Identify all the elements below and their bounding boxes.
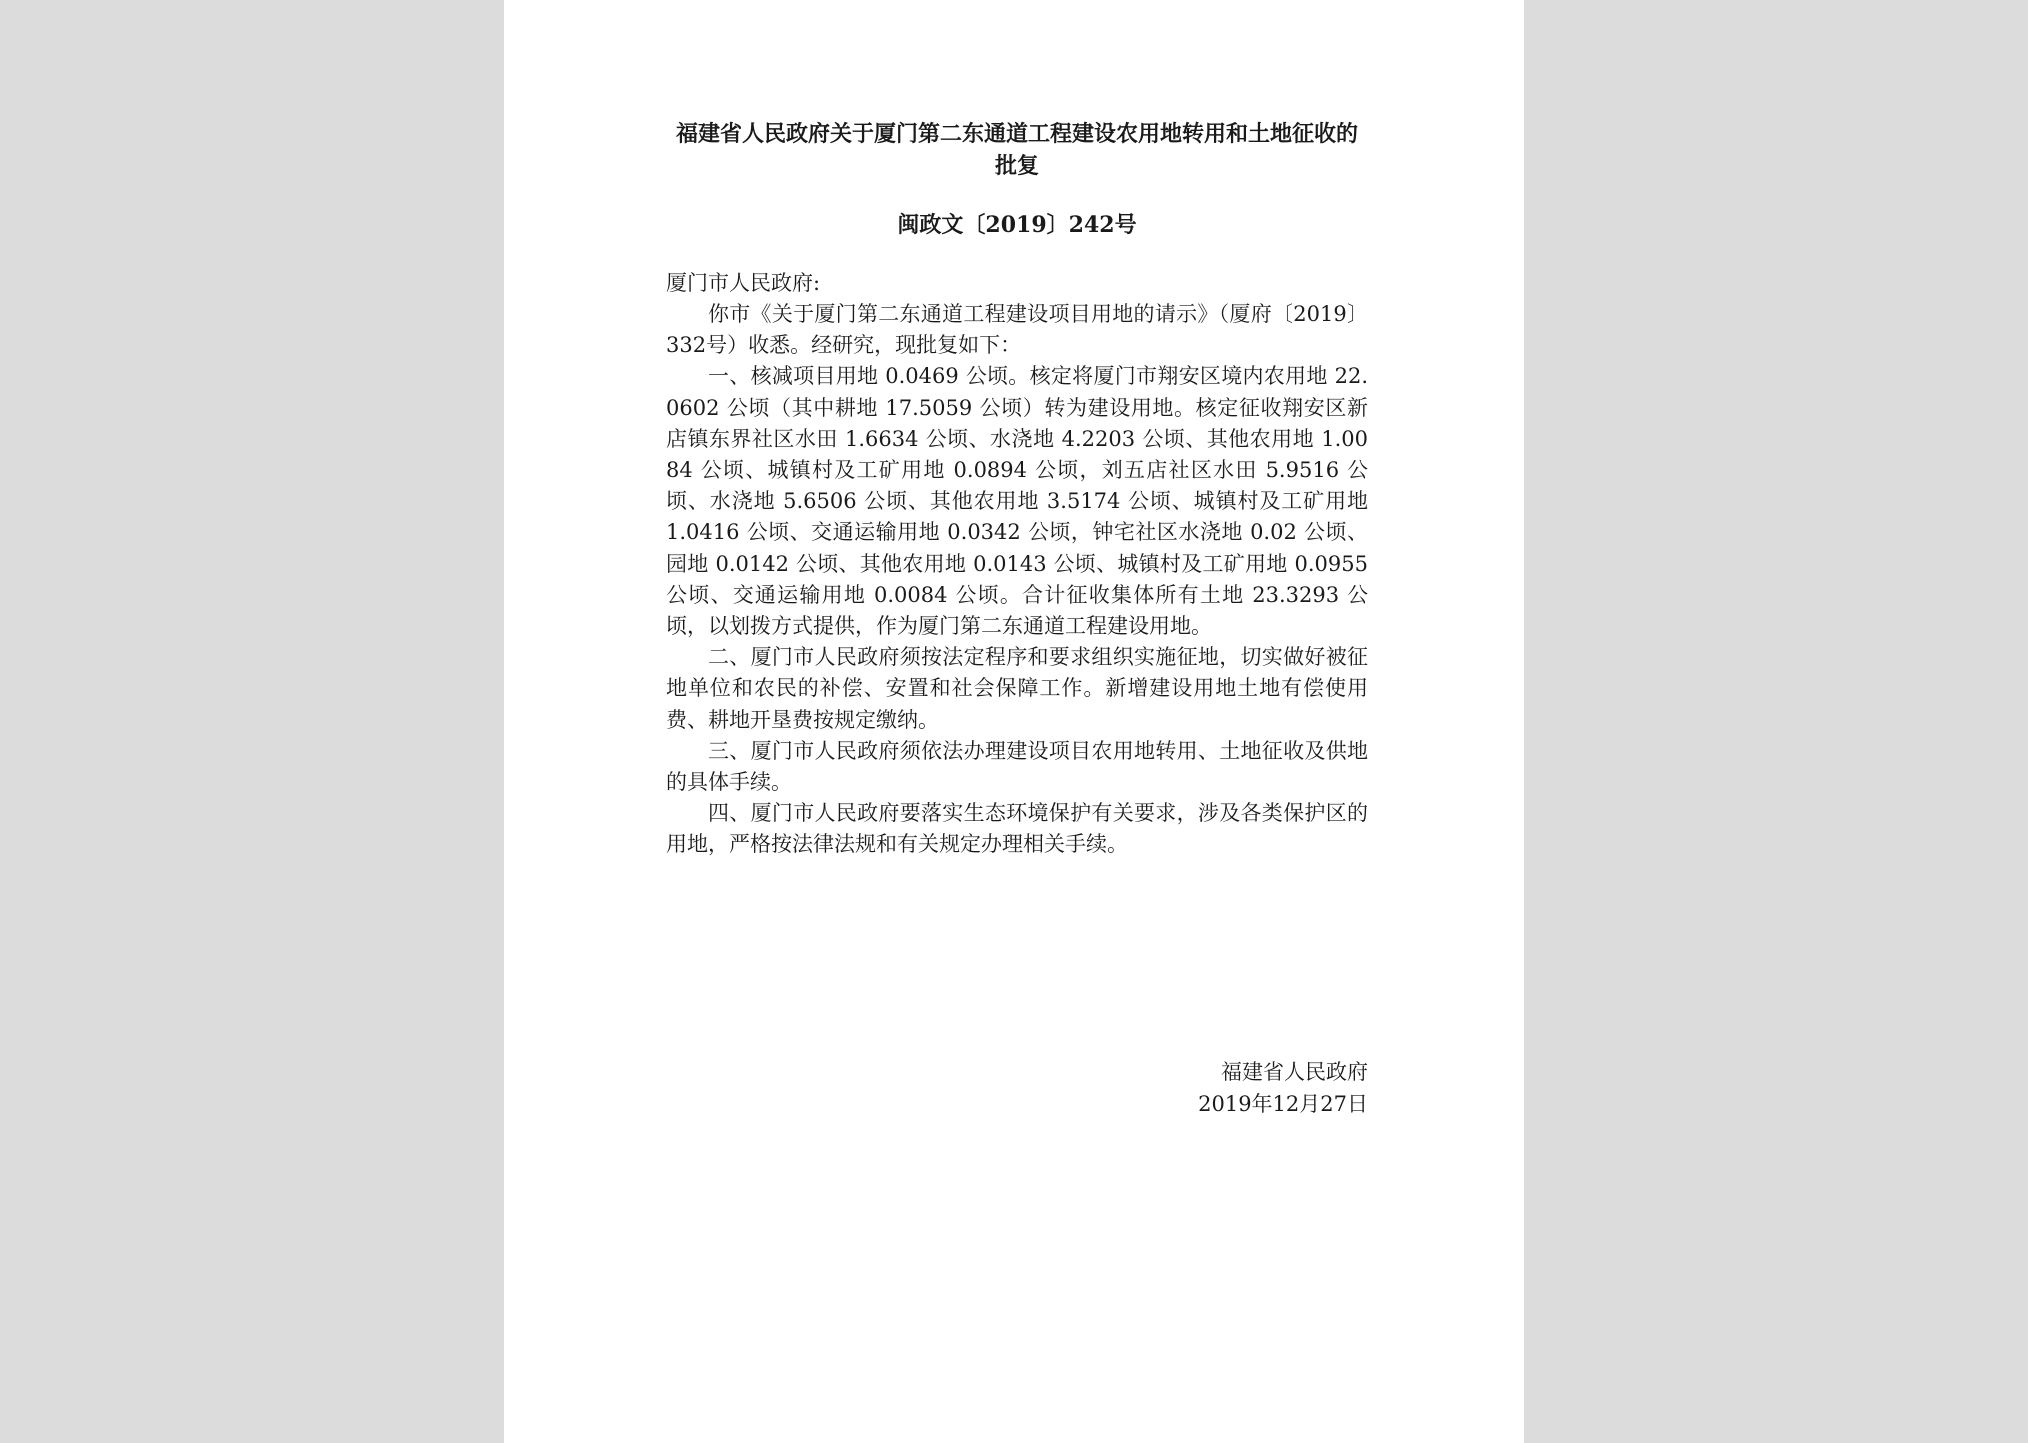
- document-page: [504, 0, 1524, 1443]
- document-body: [666, 118, 1368, 861]
- addressee: 厦门市人民政府:: [666, 271, 821, 295]
- paragraph-item-4: 四、厦门市人民政府要落实生态环境保护有关要求，涉及各类保护区的用地，严格按法律法规和有关规定办理相关手续。: [666, 801, 1368, 857]
- document-number: 闽政文〔2019〕242号: [897, 212, 1137, 238]
- issue-date: 2019年12月27日: [1198, 1092, 1368, 1116]
- paragraph-item-2: 二、厦门市人民政府须按法定程序和要求组织实施征地，切实做好被征地单位和农民的补偿、安置和社会保障工作。新增建设用地土地有偿使用费、耕地开垦费按规定缴纳。: [666, 645, 1368, 732]
- issuer-name: 福建省人民政府: [1221, 1060, 1368, 1084]
- paragraph-item-1: 一、核减项目用地 0.0469 公顷。核定将厦门市翔安区境内农用地 22.0602 公顷（其中耕地 17.5059 公顷）转为建设用地。核定征收翔安区新店镇东界社区水田 1.6634 公顷、水浇地 4.2203 公顷、其他农用地 1.0084 公顷、城镇村及工矿用地 0.0894 公顷，刘五店社区水田 5.9516 公顷、水浇地 5.6506 公顷、其他农用地 3.5174 公顷、城镇村及工矿用地 1.0416 公顷、交通运输用地 0.0342 公顷，钟宅社区水浇地 0.02 公顷、园地 0.0142 公顷、其他农用地 0.0143 公顷、城镇村及工矿用地 0.0955 公顷、交通运输用地 0.0084 公顷。合计征收集体所有土地 23.3293 公顷，以划拨方式提供，作为厦门第二东通道工程建设用地。: [666, 364, 1368, 639]
- paragraph-item-3: 三、厦门市人民政府须依法办理建设项目农用地转用、土地征收及供地的具体手续。: [666, 738, 1368, 795]
- signature-block: [666, 1056, 1368, 1120]
- document-title: 福建省人民政府关于厦门第二东通道工程建设农用地转用和土地征收的批复: [675, 121, 1358, 179]
- paragraph-intro: 你市《关于厦门第二东通道工程建设项目用地的请示》（厦府〔2019〕332号）收悉。经研究，现批复如下：: [666, 302, 1368, 358]
